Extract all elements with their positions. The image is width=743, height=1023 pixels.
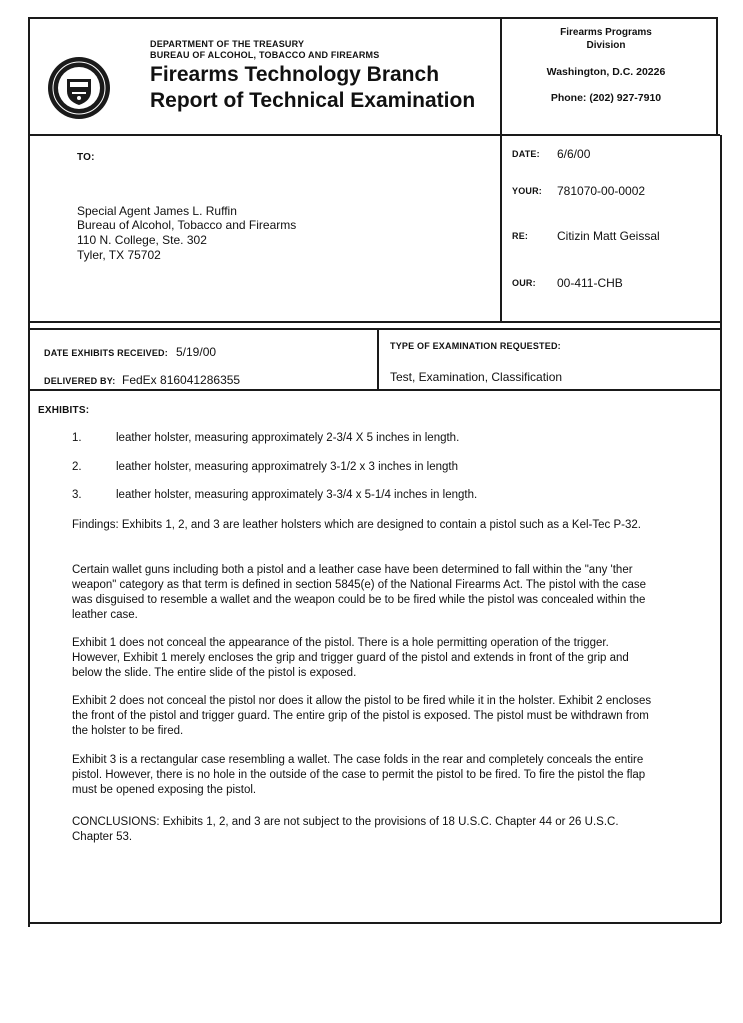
left-border — [28, 17, 30, 927]
division-phone: Phone: (202) 927-7910 — [550, 92, 662, 104]
to-line3: 110 N. College, Ste. 302 — [77, 233, 207, 247]
top-border — [28, 17, 717, 19]
treasury-seal — [46, 55, 112, 121]
our-label: OUR: — [512, 278, 536, 288]
date-value: 6/6/00 — [557, 147, 591, 161]
received-label: DATE EXHIBITS RECEIVED: — [44, 348, 168, 358]
exhibit-description: leather holster, measuring approximately 2-3/4 X 5 inches in length. — [116, 432, 460, 444]
conclusions-paragraph: CONCLUSIONS: Exhibits 1, 2, and 3 are not subject to the provisions of 18 U.S.C. Chapter 44 or 26 U.S.C. Chapter 53. — [72, 816, 619, 843]
to-line2: Bureau of Alcohol, Tobacco and Firearms — [77, 218, 297, 232]
exam-type-label: TYPE OF EXAMINATION REQUESTED: — [390, 341, 561, 351]
delivered-value: FedEx 816041286355 — [122, 373, 241, 387]
exhibit-number: 2. — [72, 461, 82, 473]
exhibit1-paragraph: Exhibit 1 does not conceal the appearance of the pistol. There is a hole permitting operation of the trigger. However, Exhibit 1 merely encloses the grip and trigger guard of the pistol and extends in front of the grip and below the slide. The entire slide of the pistol is exposed. — [72, 637, 629, 679]
header-bottom-line — [28, 134, 720, 136]
bottom-border — [28, 922, 721, 924]
bureau-name: BUREAU OF ALCOHOL, TOBACCO AND FIREARMS — [150, 50, 380, 60]
header-divider — [500, 17, 502, 322]
exam-type-value: Test, Examination, Classification — [390, 370, 563, 384]
right-border-top — [716, 17, 718, 135]
exhibit-number: 1. — [72, 432, 82, 444]
re-label: RE: — [512, 231, 529, 241]
delivered-label: DELIVERED BY: — [44, 376, 116, 386]
to-label: TO: — [77, 152, 95, 163]
address-bottom-line — [28, 321, 720, 323]
right-border — [720, 135, 722, 923]
your-value: 781070-00-0002 — [557, 184, 646, 198]
division-line2: Division — [586, 40, 626, 51]
exhibit-description: leather holster, measuring approximatrely 3-1/2 x 3 inches in length — [116, 461, 458, 473]
report-title-line2: Report of Technical Examination — [150, 89, 476, 112]
to-line1: Special Agent James L. Ruffin — [77, 204, 237, 218]
division-city: Washington, D.C. 20226 — [546, 66, 666, 78]
receipt-divider — [377, 328, 379, 390]
report-title-line1: Firearms Technology Branch — [150, 63, 440, 86]
receipt-bottom-line — [28, 389, 720, 391]
received-value: 5/19/00 — [176, 345, 217, 359]
exhibit2-paragraph: Exhibit 2 does not conceal the pistol nor does it allow the pistol to be fired while it in the holster. Exhibit 2 encloses the front of the pistol and trigger guard. The entire grip of the pistol is exposed. The pistol must be withdrawn from the holster to be fired. — [72, 695, 652, 737]
our-value: 00-411-CHB — [557, 276, 623, 290]
wallet-gun-paragraph: Certain wallet guns including both a pistol and a leather case have been determined to fall within the "any 'ther weapon" category as that term is defined in section 5845(e) of the National Firearms Act. The pistol with the case was disguised to resemble a wallet and the weapon could be to be fired while the pistol was concealed within the leather case. — [72, 564, 647, 621]
department-name: DEPARTMENT OF THE TREASURY — [150, 39, 305, 49]
date-label: DATE: — [512, 149, 540, 159]
re-value: Citizin Matt Geissal — [557, 229, 660, 243]
to-line4: Tyler, TX 75702 — [77, 248, 161, 262]
receipt-top-line — [28, 328, 720, 330]
exhibit-description: leather holster, measuring approximately 3-3/4 x 5-1/4 inches in length. — [116, 489, 478, 501]
exhibit3-paragraph: Exhibit 3 is a rectangular case resembling a wallet. The case folds in the rear and completely conceals the entire pistol. However, there is no hole in the outside of the case to permit the pistol to be fired. To fire the pistol the flap must be opened exposing the pistol. — [72, 754, 646, 796]
division-line1: Firearms Programs — [560, 27, 652, 38]
your-label: YOUR: — [512, 186, 542, 196]
exhibit-number: 3. — [72, 489, 82, 501]
exhibits-label: EXHIBITS: — [38, 405, 90, 416]
findings-paragraph: Findings: Exhibits 1, 2, and 3 are leather holsters which are designed to contain a pistol such as a Kel-Tec P-32. — [72, 519, 641, 531]
